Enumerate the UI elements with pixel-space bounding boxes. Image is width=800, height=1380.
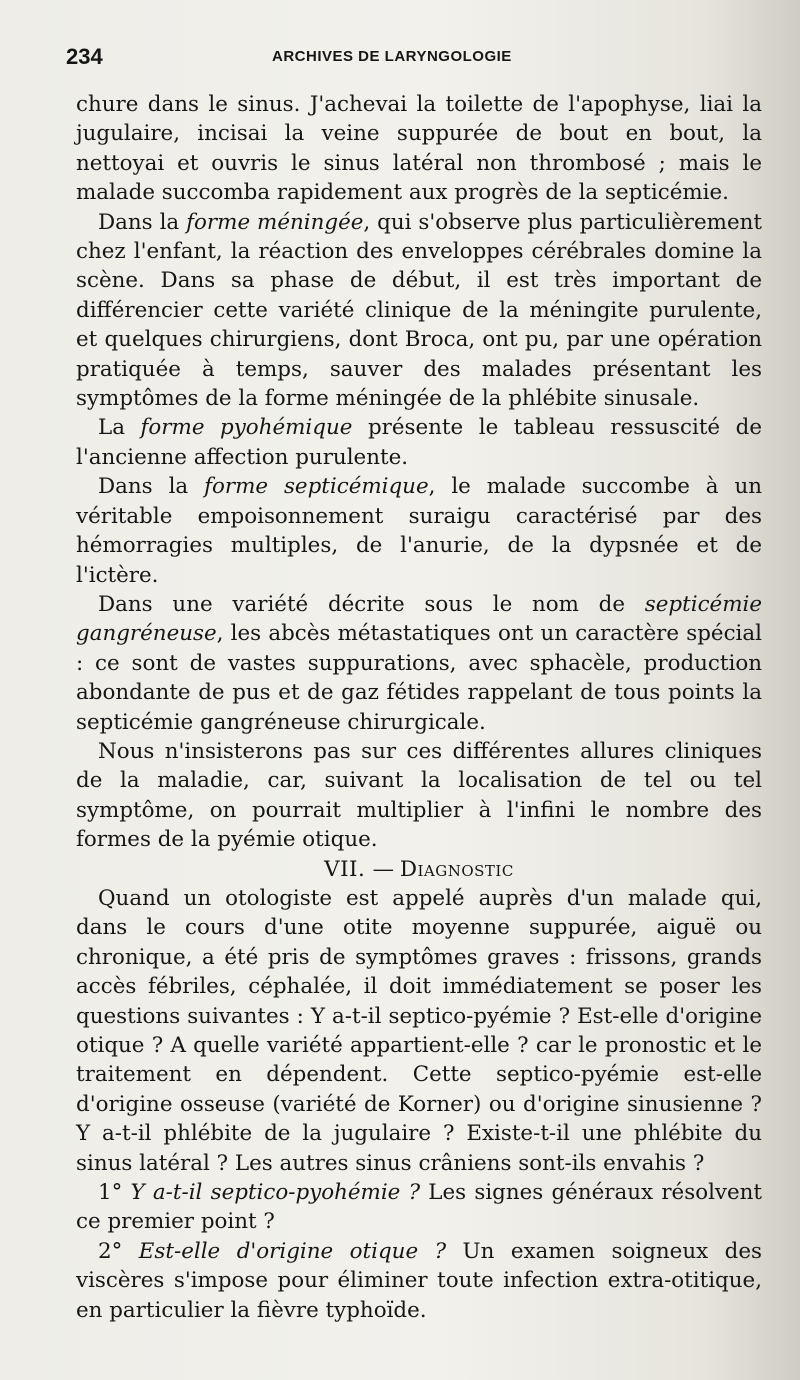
paragraph: Nous n'insisterons pas sur ces différentes allures cliniques de la maladie, car, suivant la localisation de tel ou tel symptôme, on pourrait multiplier à l'infini le nombre des formes de la pyémie otique. — [76, 738, 762, 853]
paragraph: Dans la forme méningée, qui s'observe plus particulièrement chez l'enfant, la réaction des enveloppes cérébrales domine la scène. Dans sa phase de début, il est très important de différencier cette variété clinique de la méningite purulente, et quelques chirurgiens, dont Broca, ont pu, par une opération pratiquée à temps, sauver des malades présentant les symptômes de la forme méningée de la phlébite sinusale. — [76, 209, 762, 412]
emphasis: Y a-t-il septico-pyohémie ? — [130, 1180, 421, 1206]
section-title: Diagnostic — [399, 856, 514, 882]
paragraph: Quand un otologiste est appelé auprès d'un malade qui, dans le cours d'une otite moyenne suppurée, aiguë ou chronique, a été pris de symptômes graves : frissons, grands accès fébriles, céphalée, il doit immédiatement se poser les questions suivantes : Y a-t-il septico-pyémie ? Est-elle d'origine otique ? A quelle variété appartient-elle ? car le pronostic et le traitement en dépendent. Cette septico-pyémie est-elle d'origine osseuse (variété de Korner) ou d'origine sinusienne ? Y a-t-il phlébite de la jugulaire ? Existe-t-il une phlébite du sinus latéral ? Les autres sinus crâniens sont-ils envahis ? — [76, 885, 762, 1176]
page-number: 234 — [66, 44, 103, 69]
section-number: VII. — — [324, 856, 395, 882]
running-title: ARCHIVES DE LARYNGOLOGIE — [272, 48, 512, 65]
emphasis: Est-elle d'origine otique ? — [138, 1238, 447, 1264]
page-header — [66, 44, 756, 74]
paragraph: Dans une variété décrite sous le nom de septicémie gangréneuse, les abcès métastatiques ont un caractère spécial : ce sont de vastes suppurations, avec sphacèle, production abondante de pus et de gaz fétides rappelant de tous points la septicémie gangréneuse chirurgicale. — [76, 591, 762, 735]
paragraph: chure dans le sinus. J'achevai la toilette de l'apophyse, liai la jugulaire, incisai la veine suppurée de bout en bout, la nettoyai et ouvris le sinus latéral non thrombosé ; mais le malade succomba rapidement aux progrès de la septicémie. — [76, 92, 762, 206]
emphasis: septicémie gangréneuse — [76, 591, 762, 647]
emphasis: forme méningée — [186, 209, 364, 235]
body-text — [76, 90, 762, 1325]
paragraph: 1° Y a-t-il septico-pyohémie ? Les signes généraux résolvent ce premier point ? — [76, 1180, 763, 1235]
paragraph: La forme pyohémique présente le tableau ressuscité de l'ancienne affection purulente. — [76, 415, 762, 470]
emphasis: forme septicémique — [204, 474, 429, 500]
paragraph: Dans la forme septicémique, le malade succombe à un véritable empoisonnement suraigu caractérisé par des hémorragies multiples, de l'anurie, de la dypsnée et de l'ictère. — [76, 474, 762, 588]
paragraph: 2° Est-elle d'origine otique ? Un examen soigneux des viscères s'impose pour éliminer toute infection extra-otitique, en particulier la fièvre typhoïde. — [76, 1238, 762, 1323]
emphasis: forme pyohémique — [140, 415, 353, 441]
section-heading — [76, 855, 762, 884]
